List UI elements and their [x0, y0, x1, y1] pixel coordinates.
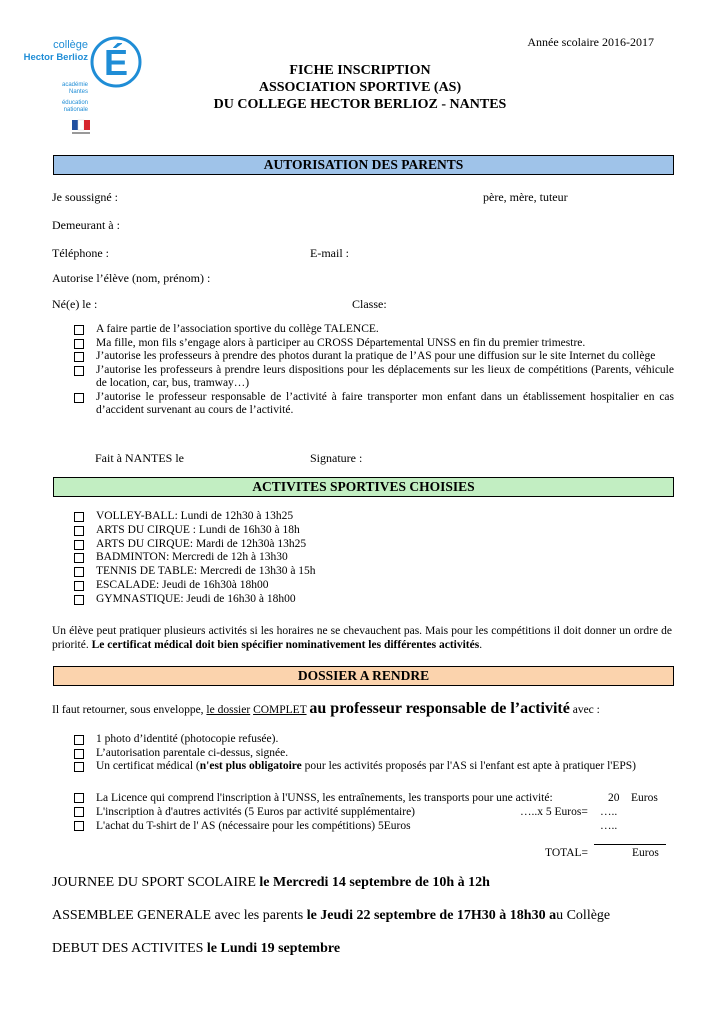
list-item: GYMNASTIQUE: Jeudi de 16h30 à 18h00 [74, 593, 674, 607]
je-soussigne-label: Je soussigné : [52, 190, 118, 204]
list-item: L’autorisation parentale ci-dessus, signée. [74, 747, 674, 761]
autorise-label: Autorise l’élève (nom, prénom) : [52, 271, 211, 285]
checkbox[interactable] [74, 749, 84, 759]
checkbox[interactable] [74, 821, 84, 831]
title-line-3: DU COLLEGE HECTOR BERLIOZ - NANTES [213, 97, 507, 112]
fait-a-label: Fait à NANTES le [95, 451, 184, 465]
checkbox[interactable] [74, 735, 84, 745]
list-item: BADMINTON: Mercredi de 12h à 13h30 [74, 551, 674, 565]
title-line-2: ASSOCIATION SPORTIVE (AS) [258, 80, 462, 95]
svg-text:éducation: éducation [61, 100, 88, 106]
svg-text:É: É [103, 42, 129, 83]
title-line-1: FICHE INSCRIPTION [289, 63, 431, 78]
list-item: J’autorise le professeur responsable de l’activité à faire transporter mon enfant dans un établissement hospitalier en cas d’accident survenant au cours de l’activité. [74, 391, 674, 418]
section-heading-activities: ACTIVITES SPORTIVES CHOISIES [53, 477, 674, 497]
svg-text:académie: académie [61, 82, 88, 88]
demeurant-label: Demeurant à : [52, 218, 120, 232]
fee-row: La Licence qui comprend l'inscription à l'UNSS, les entraînements, les transports pour une activité: 20 Euros [74, 791, 674, 805]
telephone-label: Téléphone : [52, 246, 109, 260]
email-label: E-mail : [310, 246, 349, 260]
fee-row: L'inscription à d'autres activités (5 Euros par activité supplémentaire) …..x 5 Euros= ….. [74, 805, 674, 819]
svg-text:collège: collège [53, 39, 88, 51]
college-logo [23, 26, 140, 146]
list-item: J’autorise les professeurs à prendre des photos durant la pratique de l’AS pour une diffusion sur le site Internet du collège [74, 350, 674, 364]
checkbox[interactable] [74, 352, 84, 362]
section-heading-dossier: DOSSIER A RENDRE [53, 666, 674, 686]
school-year: Année scolaire 2016-2017 [527, 35, 654, 49]
activities-list [74, 510, 674, 607]
checkbox[interactable] [74, 595, 84, 605]
total-divider [594, 844, 666, 845]
checkbox[interactable] [74, 793, 84, 803]
list-item: ARTS DU CIRQUE: Mardi de 12h30à 13h25 [74, 538, 674, 552]
dossier-intro: Il faut retourner, sous enveloppe, le dossier COMPLET au professeur responsable de l’activité avec : [52, 700, 600, 717]
pere-mere-label: père, mère, tuteur [483, 190, 568, 204]
event-debut: DEBUT DES ACTIVITES le Lundi 19 septembre [52, 941, 341, 956]
list-item: 1 photo d’identité (photocopie refusée). [74, 733, 674, 747]
activities-note: Un élève peut pratiquer plusieurs activités si les horaires ne se chevauchent pas. Mais pour les compétitions il doit donner un ordre de priorité. Le certificat médical doit bien spécifier nominativement les différentes activités. [52, 625, 672, 651]
list-item: A faire partie de l’association sportive du collège TALENCE. [74, 323, 674, 337]
checkbox[interactable] [74, 325, 84, 335]
list-item: VOLLEY-BALL: Lundi de 12h30 à 13h25 [74, 510, 674, 524]
ne-le-label: Né(e) le : [52, 297, 98, 311]
parent-authorization-list [74, 323, 674, 418]
dossier-list [74, 733, 674, 774]
total-label: TOTAL= [545, 847, 589, 859]
checkbox[interactable] [74, 540, 84, 550]
total-unit: Euros [632, 847, 659, 859]
checkbox[interactable] [74, 807, 84, 817]
checkbox[interactable] [74, 762, 84, 772]
checkbox[interactable] [74, 567, 84, 577]
list-item: Ma fille, mon fils s’engage alors à participer au CROSS Départemental UNSS en fin du premier trimestre. [74, 337, 674, 351]
checkbox[interactable] [74, 393, 84, 403]
fees-list [74, 791, 674, 833]
classe-label: Classe: [352, 297, 387, 311]
list-item: TENNIS DE TABLE: Mercredi de 13h30 à 15h [74, 565, 674, 579]
list-item: ESCALADE: Jeudi de 16h30à 18h00 [74, 579, 674, 593]
fee-row: L'achat du T-shirt de l' AS (nécessaire pour les compétitions) 5Euros ….. [74, 819, 674, 833]
checkbox[interactable] [74, 581, 84, 591]
svg-text:Nantes: Nantes [68, 89, 88, 95]
list-item: J’autorise les professeurs à prendre leurs dispositions pour les déplacements sur les lieux de compétitions (Parents, véhicule de location, car, bus, tramway…) [74, 364, 674, 391]
list-item: ARTS DU CIRQUE : Lundi de 16h30 à 18h [74, 524, 674, 538]
event-journee: JOURNEE DU SPORT SCOLAIRE le Mercredi 14 septembre de 10h à 12h [52, 875, 490, 890]
checkbox[interactable] [74, 512, 84, 522]
section-heading-parents: AUTORISATION DES PARENTS [53, 155, 674, 175]
signature-label: Signature : [310, 451, 363, 465]
checkbox[interactable] [74, 366, 84, 376]
svg-text:Hector Berlioz: Hector Berlioz [23, 52, 88, 63]
checkbox[interactable] [74, 339, 84, 349]
checkbox[interactable] [74, 526, 84, 536]
svg-text:nationale: nationale [63, 107, 88, 113]
checkbox[interactable] [74, 553, 84, 563]
college-logo-icon [23, 26, 140, 146]
list-item: Un certificat médical (n'est plus obligatoire pour les activités proposés par l'AS si l'enfant est apte à pratiquer l'EPS) [74, 760, 674, 774]
event-assemblee: ASSEMBLEE GENERALE avec les parents le Jeudi 22 septembre de 17H30 à 18h30 au Collège [52, 908, 611, 923]
